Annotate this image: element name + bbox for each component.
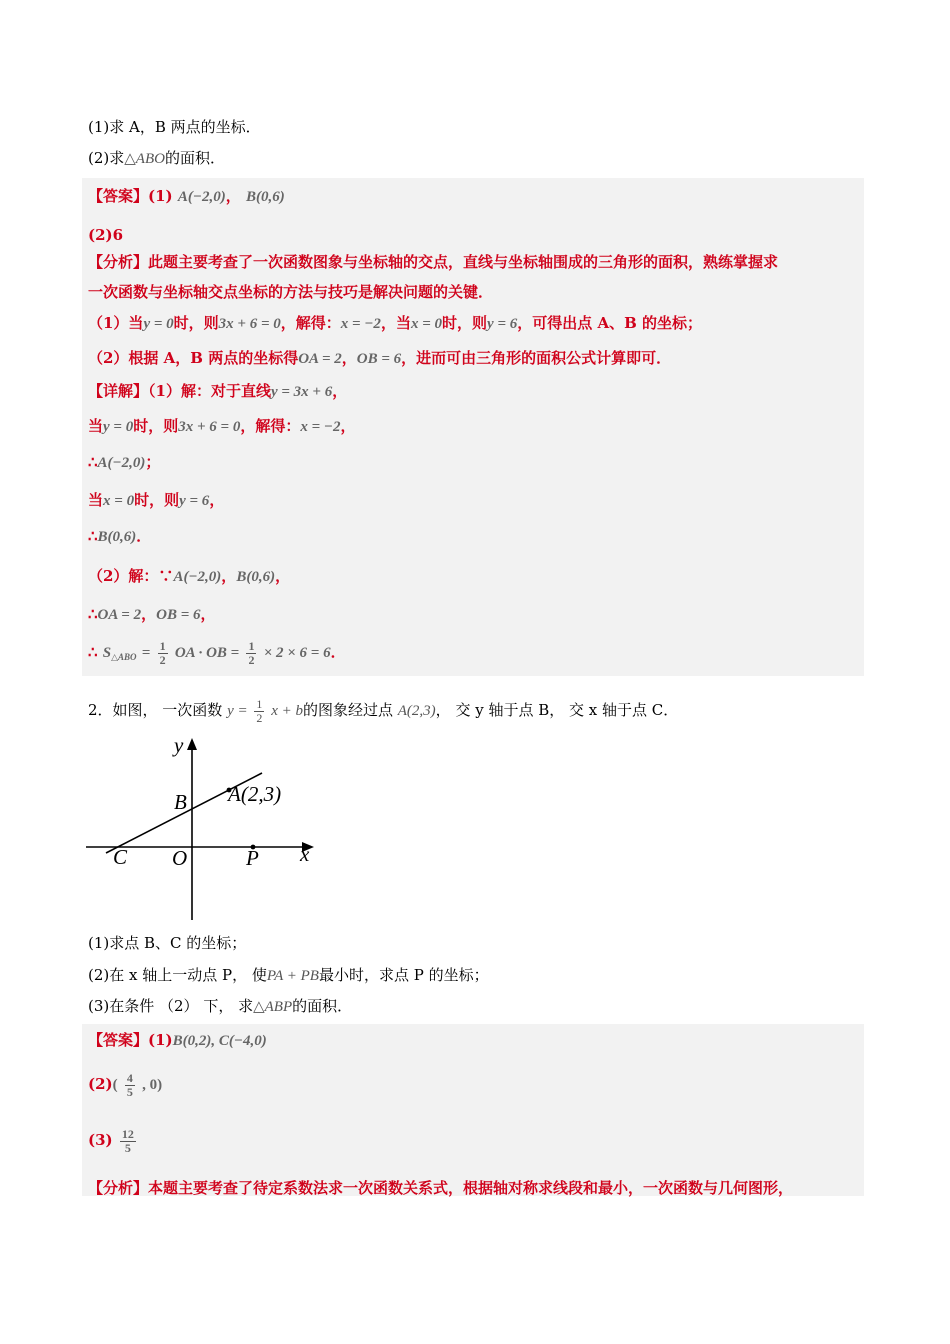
q2-answer-2: (2)( $\frac{4}{5}$ , 0) <box>88 1070 163 1099</box>
q1-part1: (1)求 A，B 两点的坐标． <box>88 118 261 136</box>
y-axis-arrow <box>187 738 197 750</box>
q2-part1: (1)求点 B、C 的坐标； <box>88 934 247 952</box>
point-p-label: P <box>246 846 259 870</box>
q1-detail-1: 【详解】（1）解：对于直线y = 3x + 6， <box>88 382 348 400</box>
q1-answer-2: (2)6 <box>88 226 124 244</box>
q2-answer-1: 【答案】(1)B(0,2), C(−4,0) <box>88 1031 267 1049</box>
origin-label: O <box>172 846 188 870</box>
point-a-label: A(2,3) <box>228 782 282 806</box>
fraction-four-fifths: $\frac{4}{5}$ <box>126 1070 133 1099</box>
fraction-one-half-stem: $\frac{1}{2}$ <box>256 696 263 725</box>
q1-detail-3: ∴A(−2,0)； <box>88 453 161 471</box>
y-axis-label: y <box>174 733 184 757</box>
q1-detail-4: 当x = 0时，则y = 6， <box>88 491 225 509</box>
fraction-one-half-b: $\frac{1}{2}$ <box>248 638 255 667</box>
q1-analysis-step2: （2）根据 A，B 两点的坐标得OA = 2，OB = 6，进而可由三角形的面积公式计算即可． <box>88 349 672 367</box>
q2-analysis-1: 【分析】本题主要考查了待定系数法求一次函数关系式，根据轴对称求线段和最小，一次函数与几何图形， <box>88 1179 794 1197</box>
q1-part2: (2)求△ABO的面积． <box>88 149 225 167</box>
q2-answer-3: (3) $\frac{12}{5}$ <box>88 1126 134 1155</box>
x-axis-label: x <box>300 842 310 866</box>
q1-detail-5: ∴B(0,6)． <box>88 527 152 545</box>
q2-part2: (2)在 x 轴上一动点 P， 使PA + PB最小时，求点 P 的坐标； <box>88 966 489 984</box>
fraction-one-half-a: $\frac{1}{2}$ <box>159 638 166 667</box>
coordinate-figure <box>86 732 326 924</box>
q1-analysis-2: 一次函数与坐标轴交点坐标的方法与技巧是解决问题的关键． <box>88 283 494 301</box>
point-c-label: C <box>113 845 128 869</box>
fraction-twelve-fifths: $\frac{12}{5}$ <box>121 1126 134 1155</box>
q1-detail-6: （2）解：∵A(−2,0)，B(0,6)， <box>88 567 291 585</box>
q1-answer-1: 【答案】(1) A(−2,0)， B(0,6) <box>88 187 285 205</box>
q1-analysis-step1: （1）当y = 0时，则3x + 6 = 0，解得：x = −2，当x = 0时，则y = 6，可得出点 A、B 的坐标； <box>88 314 703 332</box>
q1-detail-2: 当y = 0时，则3x + 6 = 0，解得：x = −2， <box>88 417 356 435</box>
q2-part3: (3)在条件 （2） 下， 求△ABP的面积． <box>88 997 353 1015</box>
point-b-label: B <box>174 790 187 814</box>
q1-detail-8: ∴ $S_{\triangle ABO}$ = $\frac{1}{2}$ OA · OB = $\frac{1}{2}$ × 2 × 6 = 6． <box>88 638 346 667</box>
q2-stem: 2．如图， 一次函数 y = $\frac{1}{2}$ x + b的图象经过点 A(2,3)， 交 y 轴于点 B， 交 x 轴于点 C． <box>88 696 679 725</box>
q1-detail-7: ∴OA = 2，OB = 6， <box>88 605 216 623</box>
q1-analysis-1: 【分析】此题主要考查了一次函数图象与坐标轴的交点，直线与坐标轴围成的三角形的面积，熟练掌握求 <box>88 253 779 271</box>
